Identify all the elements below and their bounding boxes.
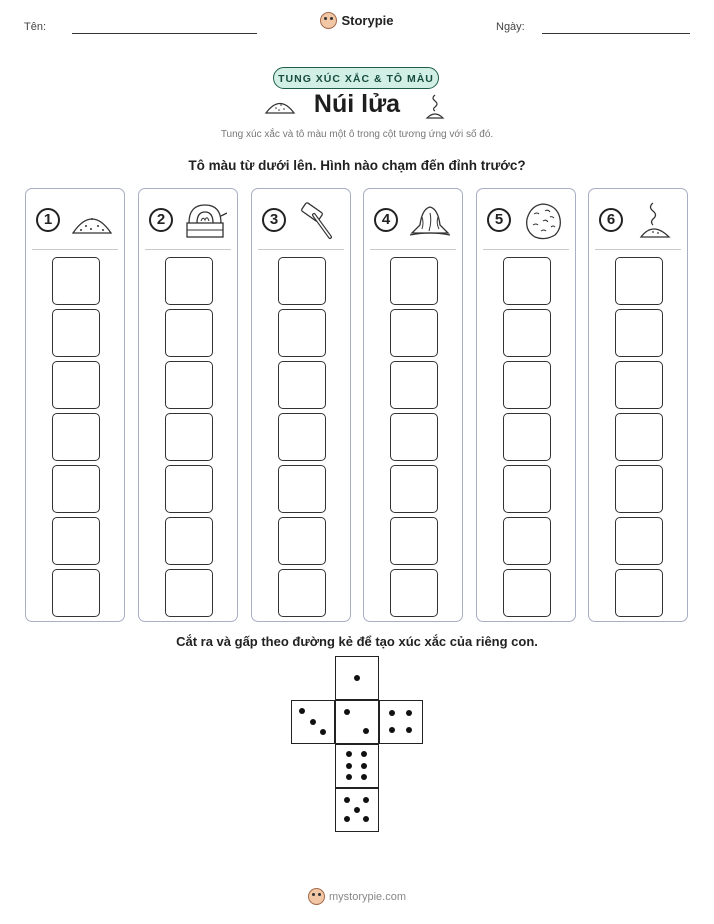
dice-pip xyxy=(361,774,367,780)
color-cell[interactable] xyxy=(503,413,551,461)
color-cell[interactable] xyxy=(278,361,326,409)
color-cell[interactable] xyxy=(165,569,213,617)
color-cell[interactable] xyxy=(165,361,213,409)
dice-face xyxy=(335,788,379,832)
column-divider xyxy=(145,249,231,250)
color-cell[interactable] xyxy=(52,309,100,357)
color-cell[interactable] xyxy=(615,309,663,357)
column-3 xyxy=(251,188,351,622)
dice-pip xyxy=(344,797,350,803)
hammer-icon xyxy=(296,199,340,243)
dice-face xyxy=(291,700,335,744)
dice-pip xyxy=(346,751,352,757)
column-divider xyxy=(595,249,681,250)
color-cell[interactable] xyxy=(390,465,438,513)
color-cell[interactable] xyxy=(615,569,663,617)
column-1 xyxy=(25,188,125,622)
subtitle: Tung xúc xắc và tô màu một ô trong cột tương ứng với số đó. xyxy=(220,129,494,140)
dice-pip xyxy=(389,727,395,733)
brand-logo xyxy=(0,12,714,34)
column-number: 4 xyxy=(374,208,398,232)
color-cell[interactable] xyxy=(278,517,326,565)
color-cell[interactable] xyxy=(615,465,663,513)
color-cell[interactable] xyxy=(52,517,100,565)
color-cell[interactable] xyxy=(165,309,213,357)
color-cell[interactable] xyxy=(52,413,100,461)
dice-face xyxy=(335,656,379,700)
column-divider xyxy=(258,249,344,250)
column-divider xyxy=(32,249,118,250)
column-divider xyxy=(483,249,569,250)
column-4 xyxy=(363,188,463,622)
name-label: Tên: xyxy=(24,21,47,33)
color-cell[interactable] xyxy=(390,517,438,565)
color-cell[interactable] xyxy=(390,413,438,461)
color-cell[interactable] xyxy=(615,517,663,565)
dice-pip xyxy=(299,708,305,714)
sand-pile-icon xyxy=(70,199,114,243)
date-line[interactable] xyxy=(542,33,690,34)
dice-pip xyxy=(344,709,350,715)
color-cell[interactable] xyxy=(52,361,100,409)
instruction: Tô màu từ dưới lên. Hình nào chạm đến đỉnh trước? xyxy=(188,158,526,173)
stone-oven-icon xyxy=(183,199,227,243)
dice-pip xyxy=(344,816,350,822)
column-2 xyxy=(138,188,238,622)
color-cell[interactable] xyxy=(52,569,100,617)
color-cell[interactable] xyxy=(390,361,438,409)
page-title: Núi lửa xyxy=(313,90,401,118)
color-cell[interactable] xyxy=(503,257,551,305)
column-6 xyxy=(588,188,688,622)
color-cell[interactable] xyxy=(165,517,213,565)
dice-pip xyxy=(363,797,369,803)
color-cell[interactable] xyxy=(503,517,551,565)
lava-mound-icon xyxy=(408,199,452,243)
dice-pip xyxy=(363,728,369,734)
dice-face xyxy=(335,700,379,744)
color-cell[interactable] xyxy=(52,465,100,513)
dice-pip xyxy=(389,710,395,716)
smoke-mound-icon xyxy=(633,199,677,243)
column-number: 6 xyxy=(599,208,623,232)
dice-pip xyxy=(320,729,326,735)
color-cell[interactable] xyxy=(52,257,100,305)
dice-face xyxy=(379,700,423,744)
dice-pip xyxy=(406,727,412,733)
dice-pip xyxy=(361,763,367,769)
color-cell[interactable] xyxy=(278,309,326,357)
bear-logo-icon xyxy=(308,888,325,905)
color-cell[interactable] xyxy=(503,309,551,357)
dice-pip xyxy=(406,710,412,716)
color-cell[interactable] xyxy=(278,569,326,617)
dice-pip xyxy=(363,816,369,822)
footer-url[interactable]: mystorypie.com xyxy=(328,890,407,903)
color-cell[interactable] xyxy=(165,257,213,305)
dice-pip xyxy=(310,719,316,725)
dice-pip xyxy=(354,675,360,681)
dice-pip xyxy=(354,807,360,813)
dice-pip xyxy=(346,774,352,780)
column-number: 3 xyxy=(262,208,286,232)
color-cell[interactable] xyxy=(390,257,438,305)
color-cell[interactable] xyxy=(615,257,663,305)
color-cell[interactable] xyxy=(503,361,551,409)
color-cell[interactable] xyxy=(278,413,326,461)
color-cell[interactable] xyxy=(615,361,663,409)
color-cell[interactable] xyxy=(165,465,213,513)
dice-pip xyxy=(346,763,352,769)
activity-pill: TUNG XÚC XẮC & TÔ MÀU xyxy=(273,67,439,89)
color-cell[interactable] xyxy=(278,465,326,513)
color-cell[interactable] xyxy=(615,413,663,461)
color-cell[interactable] xyxy=(390,569,438,617)
dice-pip xyxy=(361,751,367,757)
smoke-title-icon xyxy=(424,92,446,120)
column-number: 5 xyxy=(487,208,511,232)
brand-text: Storypie xyxy=(341,13,394,28)
color-cell[interactable] xyxy=(503,465,551,513)
color-cell[interactable] xyxy=(390,309,438,357)
column-number: 1 xyxy=(36,208,60,232)
column-number: 2 xyxy=(149,208,173,232)
column-5 xyxy=(476,188,576,622)
column-divider xyxy=(370,249,456,250)
dice-face xyxy=(335,744,379,788)
bear-logo-icon xyxy=(320,12,337,29)
footer xyxy=(0,888,714,910)
rock-icon xyxy=(521,199,565,243)
color-cell[interactable] xyxy=(165,413,213,461)
color-cell[interactable] xyxy=(278,257,326,305)
cut-instruction: Cắt ra và gấp theo đường kẻ để tạo xúc xắc của riêng con. xyxy=(176,634,538,649)
date-label: Ngày: xyxy=(496,21,525,33)
color-cell[interactable] xyxy=(503,569,551,617)
